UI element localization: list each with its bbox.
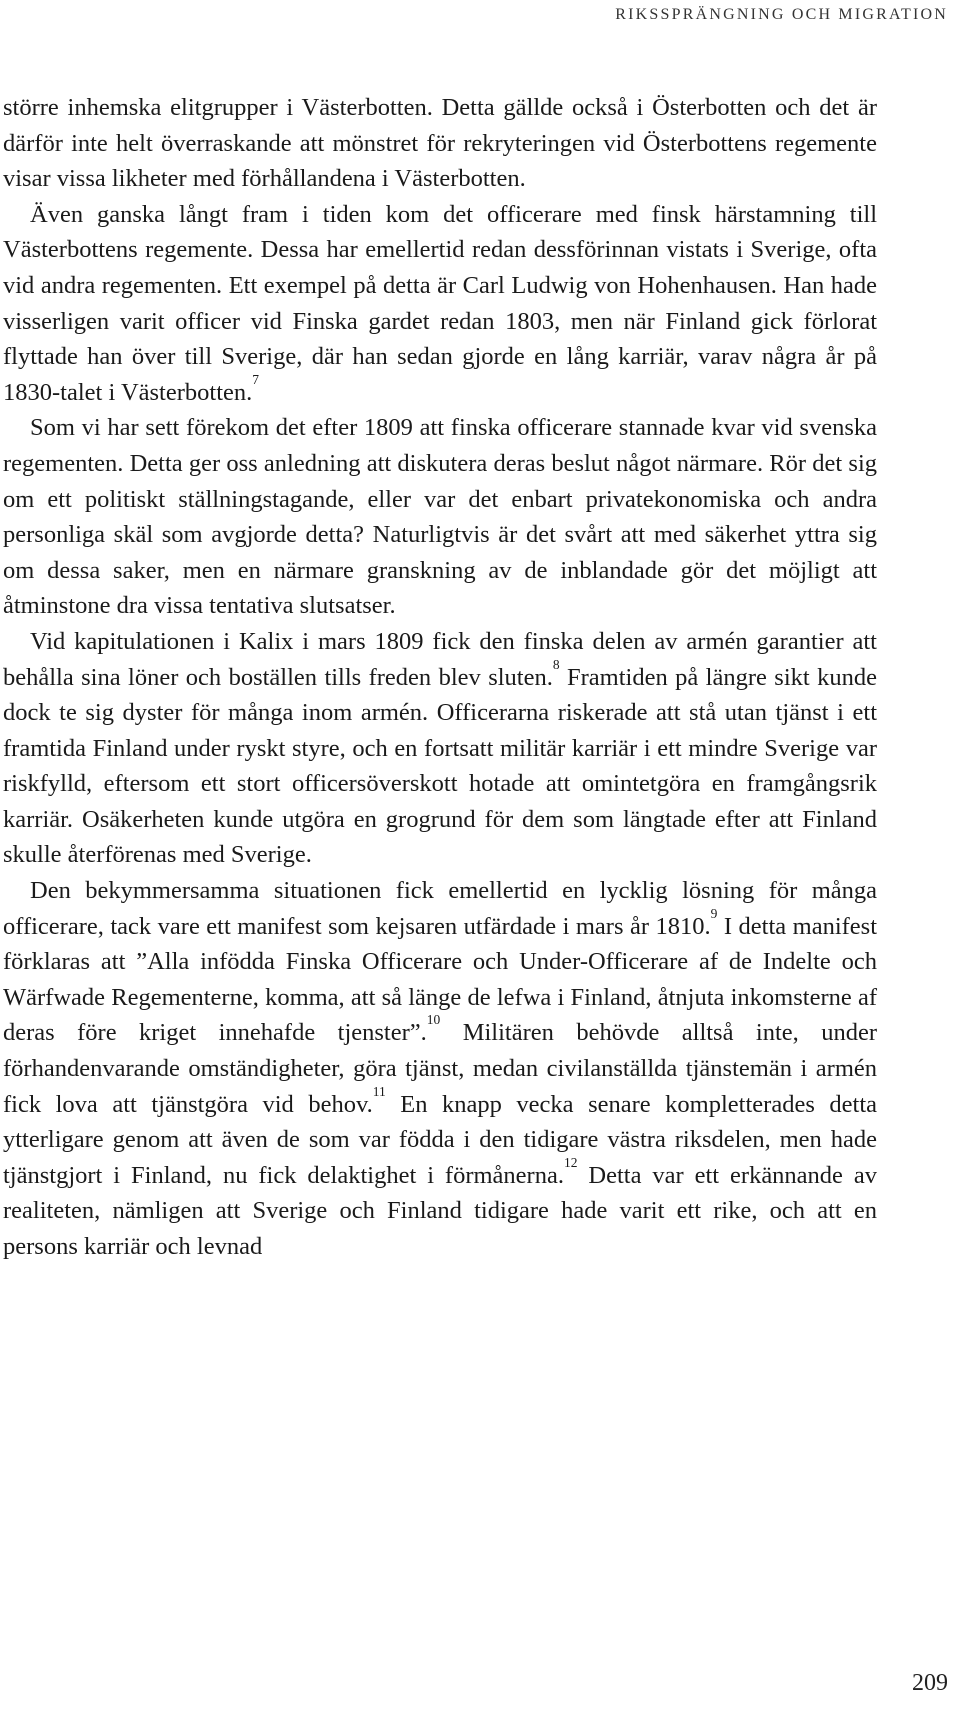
paragraph-text: Militären behövde alltså inte, under förhandenvarande omständigheter, göra tjänst, medan civilanställda tjänstemän i armén fick lova att tjänstgöra vid behov. [3, 1019, 877, 1118]
page-number: 209 [912, 1670, 948, 1696]
footnote-marker[interactable]: 9 [710, 905, 718, 921]
paragraph [3, 90, 877, 197]
footnote-marker[interactable]: 7 [252, 371, 259, 387]
footnote-marker[interactable]: 12 [563, 1154, 578, 1170]
footnote-marker[interactable]: 10 [426, 1012, 441, 1028]
paragraph-text: Som vi har sett förekom det efter 1809 att finska officerare stannade kvar vid svenska regementen. Detta ger oss anledning att diskutera deras beslut något närmare. Rör det sig om ett politiskt ställningstagande, eller var det enbart privatekonomiska och andra personliga skäl som avgjorde detta? Naturligtvis är det svårt att med säkerhet yttra sig om dessa saker, men en närmare granskning av de inblandade gör det möjligt att åtminstone dra vissa tentativa slutsatser. [3, 414, 877, 620]
paragraph-text: Vid kapitulationen i Kalix i mars 1809 fick den finska delen av armén garantier att behålla sina löner och boställen tills freden blev sluten. [3, 627, 877, 691]
paragraph-text: I detta manifest förklaras att ”Alla infödda Finska Officerare och Under-Officerare af de Indelte och Wärfwade Regementerne, komma, att så länge de lefwa i Finland, åtnjuta inkomsterne af deras före kriget innehafde tjenster”. [3, 912, 877, 1047]
paragraph-text: större inhemska elitgrupper i Västerbotten. Detta gällde också i Österbotten och det är därför inte helt överraskande att mönstret för rekryteringen vid Österbottens regemente visar vissa likheter med förhållandena i Västerbotten. [3, 94, 877, 193]
paragraph-text: Detta var ett erkännande av realiteten, nämligen att Sverige och Finland tidigare hade varit ett rike, och att en persons karriär och levnad [3, 1161, 877, 1260]
paragraph [3, 873, 877, 1265]
paragraph-text: Framtiden på längre sikt kunde dock te sig dyster för många inom armén. Officerarna riskerade att stå utan tjänst i ett framtida Finland under ryskt styre, och en fortsatt militär karriär i ett mindre Sverige var riskfylld, eftersom ett stort officersöverskott hotade att omintetgöra en framgångsrik karriär. Osäkerheten kunde utgöra en grogrund för dem som längtade efter att Finland skulle återförenas med Sverige. [3, 663, 877, 869]
footnote-marker[interactable]: 8 [552, 656, 560, 672]
paragraph-text: Den bekymmersamma situationen fick emellertid en lycklig lösning för många officerare, tack vare ett manifest som kejsaren utfärdade i mars år 1810. [3, 877, 877, 940]
footnote-marker[interactable]: 11 [372, 1083, 386, 1099]
body-text [3, 90, 877, 1265]
paragraph-text: En knapp vecka senare kompletterades detta ytterligare genom att även de som var födda i den tidigare västra riksdelen, men hade tjänstgjort i Finland, nu fick delaktighet i förmånerna. [3, 1090, 877, 1189]
paragraph [3, 197, 877, 411]
paragraph [3, 624, 877, 873]
paragraph [3, 410, 877, 624]
running-header: RIKSSPRÄNGNING OCH MIGRATION [615, 6, 948, 23]
paragraph-text: Även ganska långt fram i tiden kom det officerare med finsk härstamning till Västerbottens regemente. Dessa har emellertid redan dessförinnan vistats i Sverige, ofta vid andra regementen. Ett exempel på detta är Carl Ludwig von Hohenhausen. Han hade visserligen varit officer vid Finska gardet redan 1803, men när Finland gick förlorat flyttade han över till Sverige, där han sedan gjorde en lång karriär, varav några år på 1830-talet i Västerbotten. [3, 200, 877, 406]
